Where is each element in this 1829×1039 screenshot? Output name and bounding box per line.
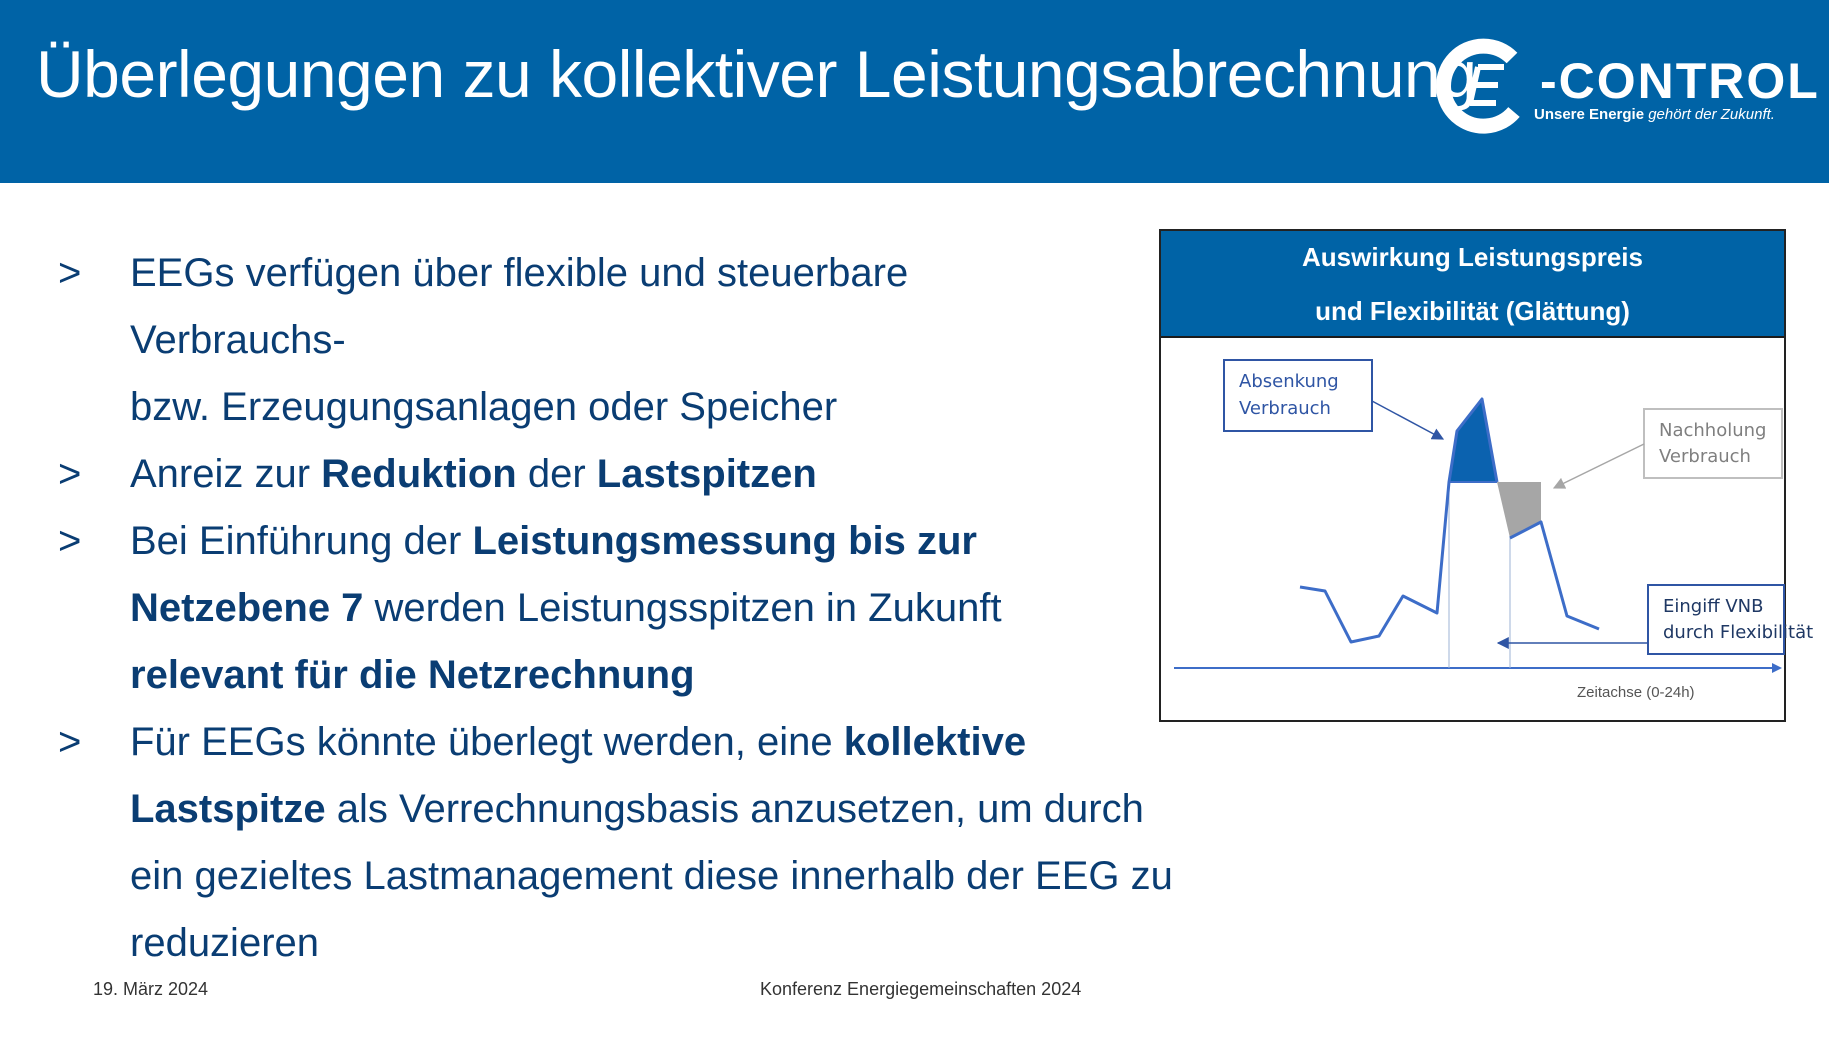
- logo-tagline-bold: Unsere Energie: [1534, 106, 1645, 123]
- nachholung-label-2: Verbrauch: [1659, 446, 1751, 467]
- bullet-text: Für EEGs könnte überlegt werden, eine: [130, 720, 844, 764]
- eingriff-label-1: Eingiff VNB: [1663, 596, 1764, 617]
- figure-title-line-2: und Flexibilität (Glättung): [1315, 295, 1630, 326]
- nachholung-label-1: Nachholung: [1659, 420, 1767, 441]
- absenkung-label-1: Absenkung: [1239, 371, 1339, 392]
- logo-tagline: [1534, 106, 1775, 124]
- bullet-item-3: [58, 508, 1030, 709]
- bullet-marker: >: [58, 720, 82, 764]
- absenkung-arrow-icon: [1372, 401, 1443, 439]
- bullet-bold-text: relevant für die Netzrechnung: [130, 653, 695, 697]
- bullet-item-2: [58, 441, 1118, 508]
- bullet-bold-text: Reduktion: [321, 452, 517, 496]
- illustration-figure: [1159, 229, 1814, 722]
- x-axis-arrowhead-icon: [1772, 663, 1782, 673]
- e-control-logo: [1432, 36, 1820, 136]
- figure-title-line-1: Auswirkung Leistungspreis: [1302, 241, 1643, 272]
- nachholung-arrow-icon: [1554, 444, 1644, 488]
- consumption-curve-after: [1510, 522, 1599, 629]
- e-control-logo-mark-icon: [1432, 36, 1536, 136]
- bullet-text: EEGs verfügen über flexible und steuerbare Verbrauchs-: [130, 251, 909, 362]
- x-axis-label: Zeitachse (0-24h): [1577, 684, 1695, 701]
- bullet-text: als Verrechnungsbasis anzusetzen, um durch ein gezieltes Lastmanagement diese innerhalb der EEG zu reduzieren: [130, 787, 1173, 965]
- bullet-list: [58, 240, 1173, 977]
- bullet-text: werden Leistungsspitzen in Zukunft: [363, 586, 1002, 630]
- bullet-item-1: [58, 240, 1118, 441]
- logo-brand-text: -CONTROL: [1540, 53, 1820, 109]
- flexibility-diagram: [1161, 338, 1814, 720]
- page-title: Überlegungen zu kollektiver Leistungsabrechnung: [36, 37, 1477, 111]
- bullet-marker: >: [58, 251, 82, 295]
- bullet-text: Bei Einführung der: [130, 519, 473, 563]
- bullet-bold-text: Leistungsmessung bis zur Netzebene 7: [130, 519, 977, 630]
- footer-event: Konferenz Energiegemeinschaften 2024: [760, 979, 1082, 999]
- bullet-text: bzw. Erzeugungsanlagen oder Speicher: [130, 385, 838, 429]
- bullet-bold-text: Lastspitzen: [596, 452, 817, 496]
- eingriff-label-2: durch Flexibilität: [1663, 622, 1814, 643]
- figure-header: [1161, 231, 1784, 338]
- nachholung-area: [1497, 482, 1541, 538]
- bullet-text: der: [516, 452, 597, 496]
- bullet-bold-text: kollektive Lastspitze: [130, 720, 1027, 831]
- logo-tagline-italic: gehört der Zukunft.: [1648, 106, 1775, 123]
- absenkung-label-2: Verbrauch: [1239, 398, 1331, 419]
- bullet-item-4: [58, 709, 1175, 977]
- bullet-text: Anreiz zur: [130, 452, 322, 496]
- footer-date: 19. März 2024: [93, 979, 209, 999]
- bullet-marker: >: [58, 452, 82, 496]
- header-bar: [0, 0, 1829, 183]
- bullet-marker: >: [58, 519, 82, 563]
